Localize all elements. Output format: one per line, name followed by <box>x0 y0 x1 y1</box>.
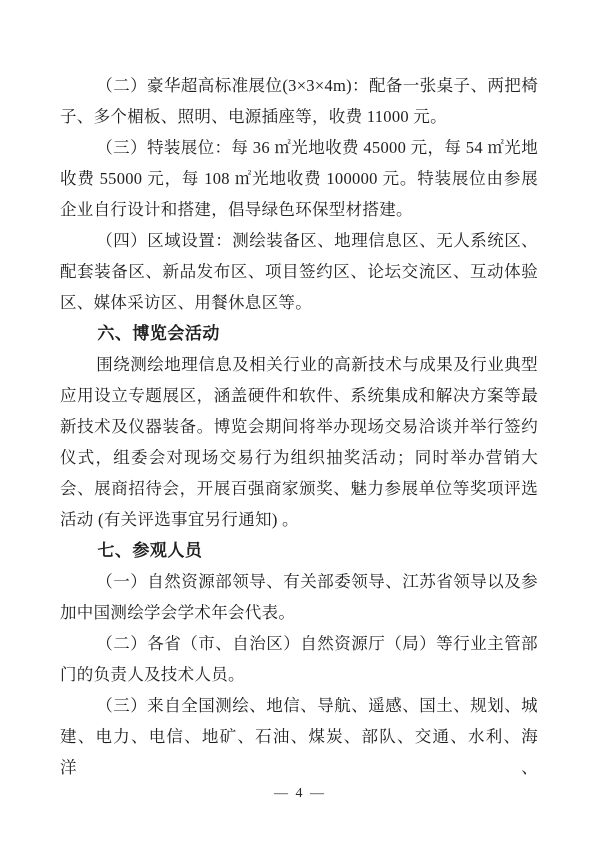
page-number: — 4 — <box>274 786 326 801</box>
paragraph-booth-deluxe: （二）豪华超高标准展位(3×3×4m)：配备一张桌子、两把椅子、多个楣板、照明、电源插座等，收费 11000 元。 <box>60 76 538 126</box>
paragraph-zones: （四）区域设置：测绘装备区、地理信息区、无人系统区、配套装备区、新品发布区、项目签约区、论坛交流区、互动体验区、媒体采访区、用餐休息区等。 <box>60 231 538 312</box>
section-heading-visitors: 七、参观人员 <box>97 541 203 560</box>
paragraph-visitors-1: （一）自然资源部领导、有关部委领导、江苏省领导以及参加中国测绘学会学术年会代表。 <box>60 572 538 622</box>
paragraph-visitors-2: （二）各省（市、自治区）自然资源厅（局）等行业主管部门的负责人及技术人员。 <box>60 634 538 684</box>
section-heading-expo-activities: 六、博览会活动 <box>97 324 220 343</box>
document-body <box>60 70 538 783</box>
paragraph-visitors-3: （三）来自全国测绘、地信、导航、遥感、国土、规划、城建、电力、电信、地矿、石油、煤炭、部队、交通、水利、海洋、 <box>60 696 538 777</box>
paragraph-booth-special: （三）特装展位：每 36 ㎡光地收费 45000 元，每 54 ㎡光地收费 55000 元，每 108 ㎡光地收费 100000 元。特装展位由参展企业自行设计和搭建，倡导绿色环保型材搭建。 <box>60 138 538 219</box>
paragraph-expo-activities: 围绕测绘地理信息及相关行业的高新技术与成果及行业典型应用设立专题展区，涵盖硬件和软件、系统集成和解决方案等最新技术及仪器装备。博览会期间将举办现场交易洽谈并举行签约仪式，组委会对现场交易行为组织抽奖活动；同时举办营销大会、展商招待会，开展百强商家颁奖、魅力参展单位等奖项评选活动 (有关评选事宜另行通知) 。 <box>60 355 538 529</box>
